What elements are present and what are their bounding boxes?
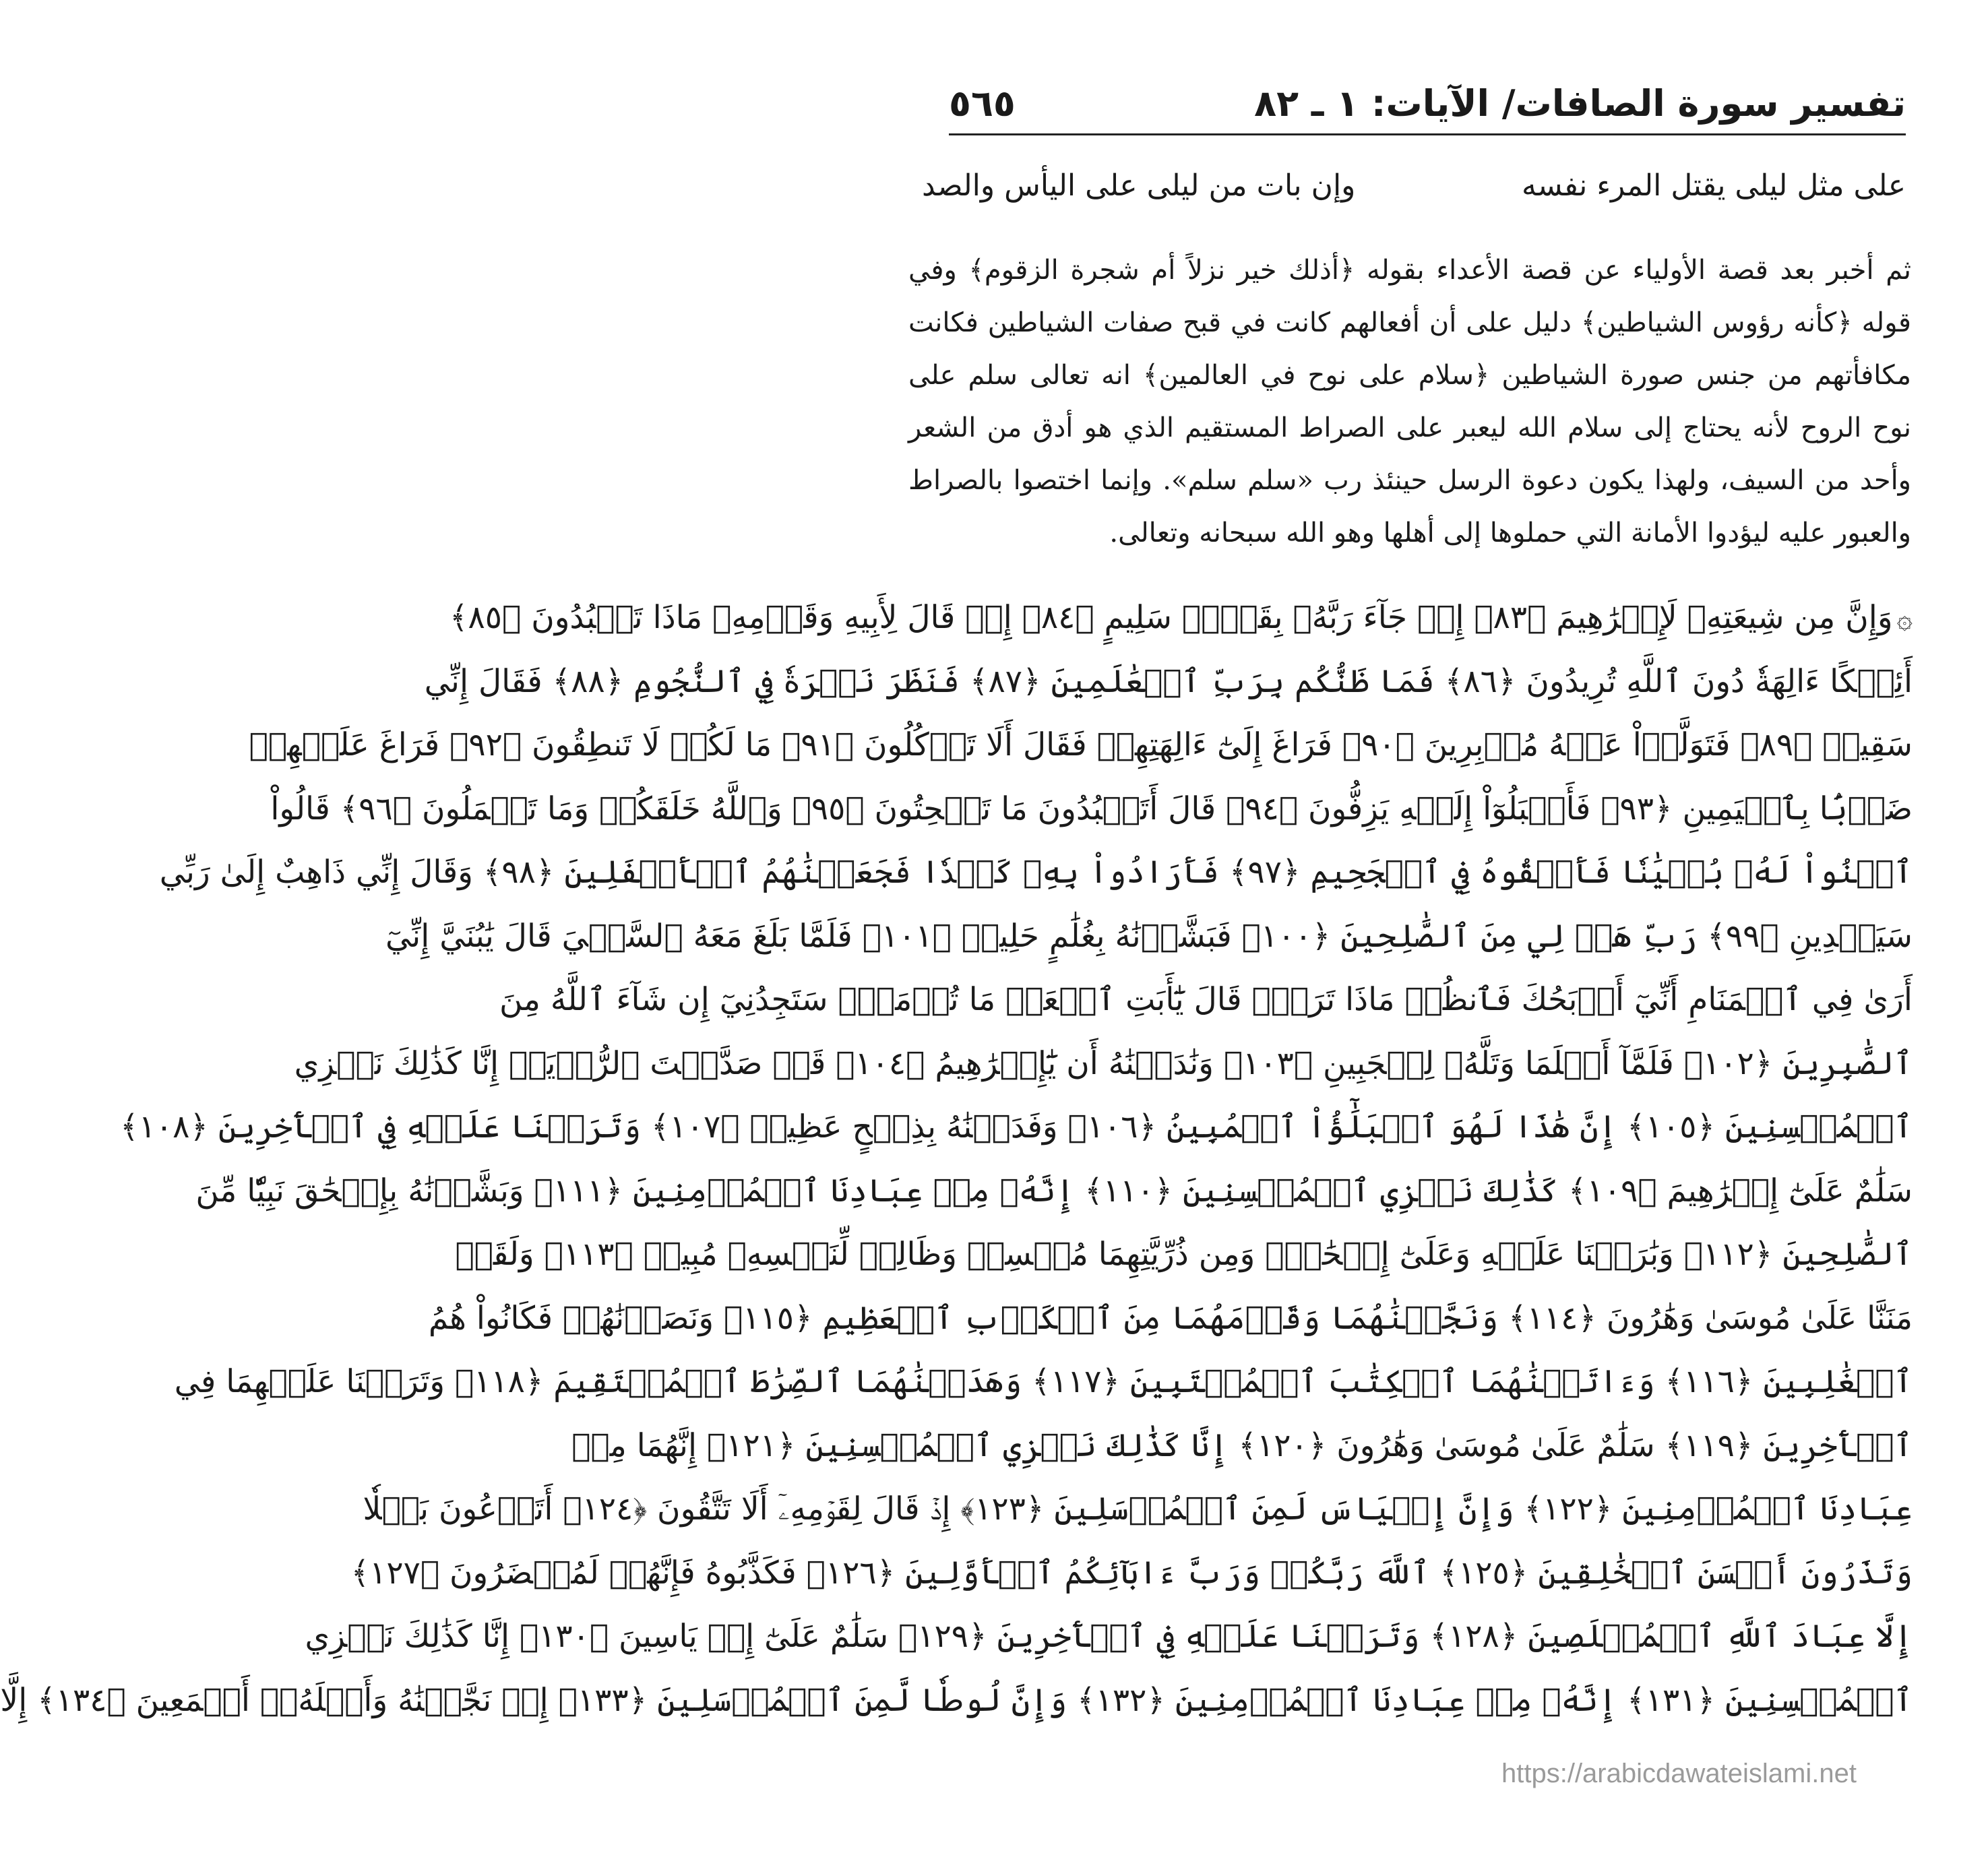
poem-verse xyxy=(922,168,1906,222)
poem-second-hemistich: على مثل ليلى يقتل المرء نفسه xyxy=(1521,168,1906,203)
quran-line-text: وَإِنَّ مِن شِيعَتِهِۦ لَإِبۡرَٰهِيمَ ﴿٨٣﴾ إِذۡ جَآءَ رَبَّهُۥ بِقَلۡبٖ سَلِيمٍ ﴿٨٤﴾ إِذۡ قَالَ لِأَبِيهِ وَقَوۡمِهِۦ مَاذَا تَعۡبُدُونَ ﴿٨٥﴾ xyxy=(449,599,1893,636)
quran-line xyxy=(449,586,1913,650)
quran-line: سَلَٰمٌ عَلَىٰٓ إِبۡرَٰهِيمَ ﴿١٠٩﴾ كَذَٰلِكَ نَجۡزِي ٱلۡمُحۡسِنِينَ ﴿١١٠﴾ إِنَّهُۥ مِنۡ عِبَادِنَا ٱلۡمُؤۡمِنِينَ ﴿١١١﴾ وَبَشَّرۡنَٰهُ بِإِسۡحَٰقَ نَبِيّٗا مِّنَ xyxy=(195,1172,1913,1210)
quran-line: سَيَهۡدِينِ ﴿٩٩﴾ رَبِّ هَبۡ لِي مِنَ ٱلصَّٰلِحِينَ ﴿١٠٠﴾ فَبَشَّرۡنَٰهُ بِغُلَٰمٍ حَلِيمٖ ﴿١٠١﴾ فَلَمَّا بَلَغَ مَعَهُ ٱلسَّعۡيَ قَالَ يَٰبُنَيَّ إِنِّيٓ xyxy=(385,917,1913,955)
quran-line: أَرَىٰ فِي ٱلۡمَنَامِ أَنِّيٓ أَذۡبَحُكَ فَٱنظُرۡ مَاذَا تَرَىٰۚ قَالَ يَٰٓأَبَتِ ٱفۡعَلۡ مَا تُؤۡمَرُۖ سَتَجِدُنِيٓ إِن شَآءَ ٱللَّهُ مِنَ xyxy=(499,981,1913,1018)
hizb-star-icon: ۞ xyxy=(1896,604,1913,635)
quran-line: سَقِيمٞ ﴿٨٩﴾ فَتَوَلَّوۡاْ عَنۡهُ مُدۡبِرِينَ ﴿٩٠﴾ فَرَاغَ إِلَىٰٓ ءَالِهَتِهِمۡ فَقَالَ أَلَا تَأۡكُلُونَ ﴿٩١﴾ مَا لَكُمۡ لَا تَنطِقُونَ ﴿٩٢﴾ فَرَاغَ عَلَيۡهِمۡ xyxy=(249,726,1913,763)
quran-line: ٱلۡمُحۡسِنِينَ ﴿١٣١﴾ إِنَّهُۥ مِنۡ عِبَادِنَا ٱلۡمُؤۡمِنِينَ ﴿١٣٢﴾ وَإِنَّ لُوطٗا لَّمِنَ ٱلۡمُرۡسَلِينَ ﴿١٣٣﴾ إِذۡ نَجَّيۡنَٰهُ وَأَهۡلَهُۥٓ أَجۡمَعِينَ ﴿١٣٤﴾ إِلَّا xyxy=(0,1681,1913,1719)
quran-text-block xyxy=(0,586,1913,1732)
quran-line: ضَرۡبَۢا بِٱلۡيَمِينِ ﴿٩٣﴾ فَأَقۡبَلُوٓاْ إِلَيۡهِ يَزِفُّونَ ﴿٩٤﴾ قَالَ أَتَعۡبُدُونَ مَا تَنۡحِتُونَ ﴿٩٥﴾ وَٱللَّهُ خَلَقَكُمۡ وَمَا تَعۡمَلُونَ ﴿٩٦﴾ قَالُواْ xyxy=(270,790,1913,827)
quran-line: ٱلۡأٓخِرِينَ ﴿١١٩﴾ سَلَٰمٌ عَلَىٰ مُوسَىٰ وَهَٰرُونَ ﴿١٢٠﴾ إِنَّا كَذَٰلِكَ نَجۡزِي ٱلۡمُحۡسِنِينَ ﴿١٢١﴾ إِنَّهُمَا مِنۡ xyxy=(571,1426,1913,1464)
quran-line: مَنَنَّا عَلَىٰ مُوسَىٰ وَهَٰرُونَ ﴿١١٤﴾ وَنَجَّيۡنَٰهُمَا وَقَوۡمَهُمَا مِنَ ٱلۡكَرۡبِ ٱلۡعَظِيمِ ﴿١١٥﴾ وَنَصَرۡنَٰهُمۡ فَكَانُواْ هُمُ xyxy=(428,1299,1913,1337)
commentary-text xyxy=(908,244,1911,559)
commentary-paragraph: ثم أخبر بعد قصة الأولياء عن قصة الأعداء بقوله ﴿أذلك خير نزلاً أم شجرة الزقوم﴾ وفي قوله ﴿كأنه رؤوس الشياطين﴾ دليل على أن أفعالهم كانت في قبح صفات الشياطين فكانت مكافأتهم من جنس صورة الشياطين ﴿سلام على نوح في العالمين﴾ انه تعالى سلم على نوح الروح لأنه يحتاج إلى سلام الله ليعبر على الصراط المستقيم الذي هو أدق من الشعر وأحد من السيف، ولهذا يكون دعوة الرسل حينئذ رب «سلم سلم». وإنما اختصوا بالصراط والعبور عليه ليؤدوا الأمانة التي حملوها إلى أهلها وهو الله سبحانه وتعالى. xyxy=(908,255,1911,548)
watermark-url: https://arabicdawateislami.net xyxy=(1501,1759,1857,1788)
page-number: ٥٦٥ xyxy=(949,82,1016,125)
quran-line: وَتَذَرُونَ أَحۡسَنَ ٱلۡخَٰلِقِينَ ﴿١٢٥﴾ ٱللَّهَ رَبَّكُمۡ وَرَبَّ ءَابَآئِكُمُ ٱلۡأَوَّلِينَ ﴿١٢٦﴾ فَكَذَّبُوهُ فَإِنَّهُمۡ لَمُحۡضَرُونَ ﴿١٢٧﴾ xyxy=(350,1554,1913,1592)
quran-line: عِبَادِنَا ٱلۡمُؤۡمِنِينَ ﴿١٢٢﴾ وَإِنَّ إِلۡيَاسَ لَمِنَ ٱلۡمُرۡسَلِينَ ﴿١٢٣﴾ إِذۡ قَالَ لِقَوۡمِهِۦٓ أَلَا تَتَّقُونَ ﴿١٢٤﴾ أَتَدۡعُونَ بَعۡلٗا xyxy=(363,1490,1913,1528)
quran-line: ٱلۡمُحۡسِنِينَ ﴿١٠٥﴾ إِنَّ هَٰذَا لَهُوَ ٱلۡبَلَٰٓؤُاْ ٱلۡمُبِينُ ﴿١٠٦﴾ وَفَدَيۡنَٰهُ بِذِبۡحٍ عَظِيمٖ ﴿١٠٧﴾ وَتَرَكۡنَا عَلَيۡهِ فِي ٱلۡأٓخِرِينَ ﴿١٠٨﴾ xyxy=(120,1108,1913,1145)
quran-line: ٱلصَّٰبِرِينَ ﴿١٠٢﴾ فَلَمَّآ أَسۡلَمَا وَتَلَّهُۥ لِلۡجَبِينِ ﴿١٠٣﴾ وَنَٰدَيۡنَٰهُ أَن يَٰٓإِبۡرَٰهِيمُ ﴿١٠٤﴾ قَدۡ صَدَّقۡتَ ٱلرُّءۡيَآۚ إِنَّا كَذَٰلِكَ نَجۡزِي xyxy=(294,1044,1913,1082)
quran-line: إِلَّا عِبَادَ ٱللَّهِ ٱلۡمُخۡلَصِينَ ﴿١٢٨﴾ وَتَرَكۡنَا عَلَيۡهِ فِي ٱلۡأٓخِرِينَ ﴿١٢٩﴾ سَلَٰمٌ عَلَىٰٓ إِلۡ يَاسِينَ ﴿١٣٠﴾ إِنَّا كَذَٰلِكَ نَجۡزِي xyxy=(305,1618,1913,1655)
quran-line: ٱبۡنُواْ لَهُۥ بُنۡيَٰنٗا فَأَلۡقُوهُ فِي ٱلۡجَحِيمِ ﴿٩٧﴾ فَأَرَادُواْ بِهِۦ كَيۡدٗا فَجَعَلۡنَٰهُمُ ٱلۡأَسۡفَلِينَ ﴿٩٨﴾ وَقَالَ إِنِّي ذَاهِبٌ إِلَىٰ رَبِّي xyxy=(159,854,1913,891)
quran-line: ٱلصَّٰلِحِينَ ﴿١١٢﴾ وَبَٰرَكۡنَا عَلَيۡهِ وَعَلَىٰٓ إِسۡحَٰقَۚ وَمِن ذُرِّيَّتِهِمَا مُحۡسِنٞ وَظَالِمٞ لِّنَفۡسِهِۦ مُبِينٞ ﴿١١٣﴾ وَلَقَدۡ xyxy=(455,1236,1913,1273)
running-header xyxy=(949,80,1906,135)
header-title: تفسير سورة الصافات/ الآيات: ١ ـ ٨٢ xyxy=(1254,82,1906,125)
quran-line: أَئِفۡكًا ءَالِهَةٗ دُونَ ٱللَّهِ تُرِيدُونَ ﴿٨٦﴾ فَمَا ظَنُّكُم بِرَبِّ ٱلۡعَٰلَمِينَ ﴿٨٧﴾ فَنَظَرَ نَظۡرَةٗ فِي ٱلنُّجُومِ ﴿٨٨﴾ فَقَالَ إِنِّي xyxy=(424,662,1913,700)
poem-first-hemistich: وإن بات من ليلى على اليأس والصد xyxy=(922,168,1356,203)
quran-line: ٱلۡغَٰلِبِينَ ﴿١١٦﴾ وَءَاتَيۡنَٰهُمَا ٱلۡكِتَٰبَ ٱلۡمُسۡتَبِينَ ﴿١١٧﴾ وَهَدَيۡنَٰهُمَا ٱلصِّرَٰطَ ٱلۡمُسۡتَقِيمَ ﴿١١٨﴾ وَتَرَكۡنَا عَلَيۡهِمَا فِي xyxy=(174,1363,1913,1400)
